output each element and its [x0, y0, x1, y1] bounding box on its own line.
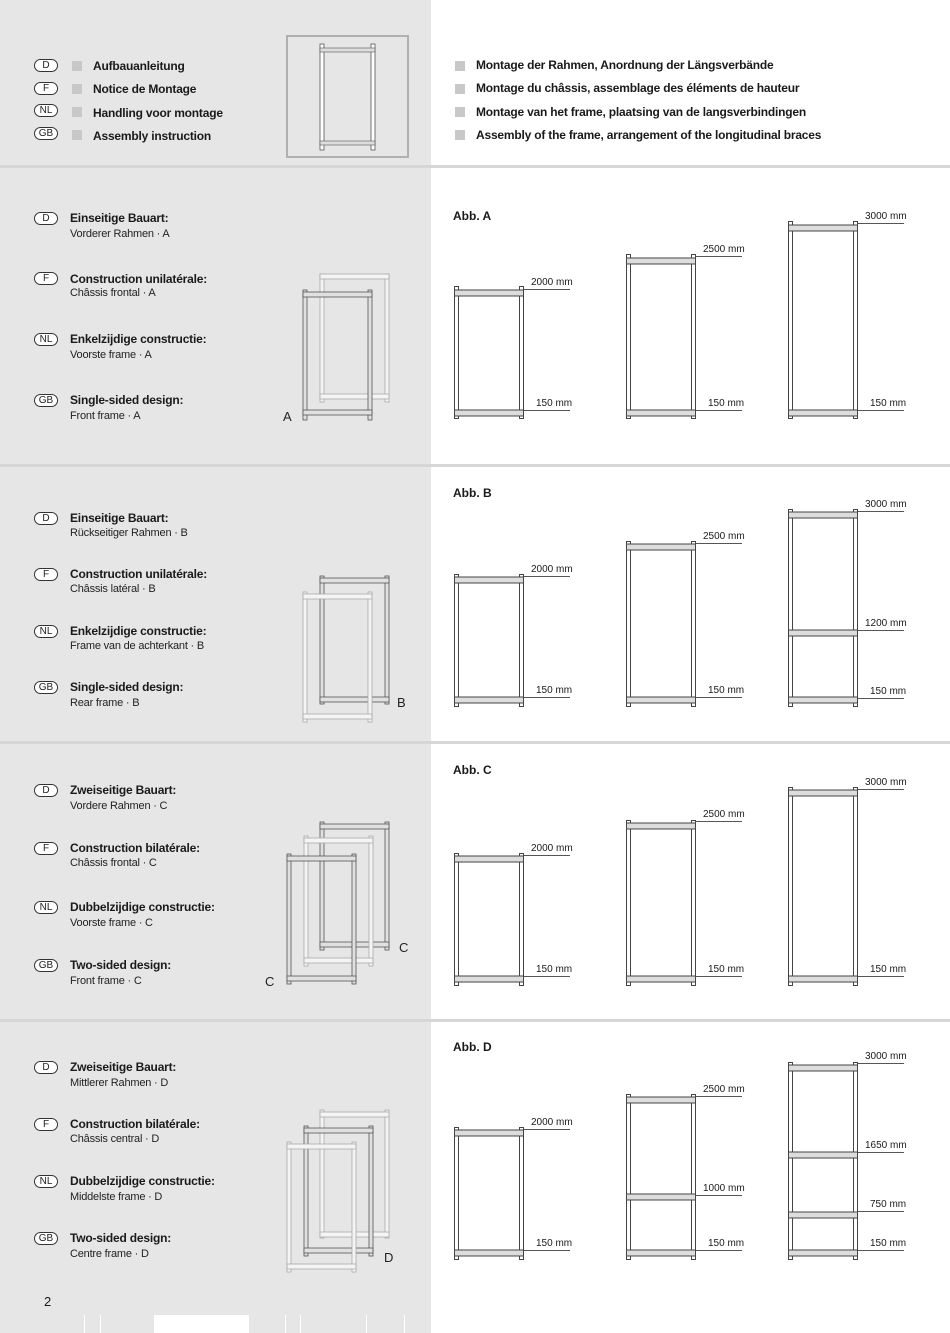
section-item-title: Dubbelzijdige constructie:	[70, 1174, 215, 1188]
bullet-square	[72, 130, 82, 140]
lang-badge-f: F	[34, 82, 58, 95]
header-label: Notice de Montage	[93, 82, 197, 96]
lang-badge-d: D	[34, 59, 58, 72]
dimension-line	[696, 1096, 742, 1097]
height-label: 2000 mm	[531, 1117, 573, 1128]
bottom-label: 150 mm	[708, 685, 745, 696]
dimension-line	[858, 410, 904, 411]
bullet-square	[455, 130, 465, 140]
middle-label: 1000 mm	[703, 1183, 745, 1194]
lang-badge-d: D	[34, 784, 58, 797]
height-label: 3000 mm	[865, 777, 907, 788]
footer-tab-divider	[100, 1315, 101, 1333]
bottom-label: 150 mm	[536, 964, 573, 975]
height-label: 2500 mm	[703, 531, 745, 542]
bottom-label: 150 mm	[708, 1238, 745, 1249]
footer-tab-divider	[366, 1315, 367, 1333]
page-number: 2	[44, 1294, 52, 1309]
section-item-subtitle: Châssis frontal · C	[70, 857, 157, 869]
section-item-subtitle: Front frame · A	[70, 410, 141, 422]
section-item-title: Construction bilatérale:	[70, 841, 200, 855]
dimension-line	[858, 976, 904, 977]
dimension-line	[524, 576, 570, 577]
section-item-title: Construction bilatérale:	[70, 1117, 200, 1131]
frame-3000-a	[788, 221, 858, 420]
figure-label: Abb. D	[453, 1040, 492, 1054]
dimension-line	[858, 789, 904, 790]
lang-badge-nl: NL	[34, 901, 58, 914]
bottom-label: 150 mm	[708, 398, 745, 409]
height-label: 2500 mm	[703, 1084, 745, 1095]
section-item-title: Dubbelzijdige constructie:	[70, 900, 215, 914]
dimension-line	[696, 976, 742, 977]
figure-label: Abb. B	[453, 486, 492, 500]
bullet-square	[455, 107, 465, 117]
section-item-title: Construction unilatérale:	[70, 567, 208, 581]
header-right-text: Montage der Rahmen, Anordnung der Längsverbände	[476, 58, 774, 72]
lang-badge-f: F	[34, 568, 58, 581]
footer-tab-active	[154, 1315, 249, 1333]
dimension-line	[696, 697, 742, 698]
frame-letter: C	[265, 974, 275, 989]
frame-2500-a	[626, 254, 696, 420]
header-right-text: Montage du châssis, assemblage des éléments de hauteur	[476, 81, 800, 95]
height-label: 3000 mm	[865, 1051, 907, 1062]
section-item-subtitle: Voorste frame · C	[70, 917, 153, 929]
footer-tab-divider	[404, 1315, 405, 1333]
section-item-subtitle: Vorderer Rahmen · A	[70, 228, 170, 240]
dimension-line	[524, 976, 570, 977]
frame-letter: A	[283, 409, 292, 424]
middle-label: 1200 mm	[865, 618, 907, 629]
lang-badge-gb: GB	[34, 1232, 58, 1245]
dimension-line	[696, 410, 742, 411]
section-item-title: Construction unilatérale:	[70, 272, 208, 286]
dimension-line	[858, 1211, 904, 1212]
lang-badge-nl: NL	[34, 1175, 58, 1188]
footer-tab-divider	[84, 1315, 85, 1333]
header-label: Aufbauanleitung	[93, 59, 185, 73]
section-item-subtitle: Frame van de achterkant · B	[70, 640, 204, 652]
dimension-line	[524, 1129, 570, 1130]
lang-badge-nl: NL	[34, 104, 58, 117]
height-label: 2500 mm	[703, 244, 745, 255]
lang-badge-d: D	[34, 1061, 58, 1074]
bullet-square	[72, 61, 82, 71]
section-item-title: Zweiseitige Bauart:	[70, 783, 177, 797]
section-item-title: Enkelzijdige constructie:	[70, 624, 207, 638]
dimension-line	[524, 410, 570, 411]
bottom-label: 150 mm	[870, 686, 907, 697]
bottom-label: 150 mm	[870, 1238, 907, 1249]
dimension-line	[524, 855, 570, 856]
middle-label: 750 mm	[870, 1199, 907, 1210]
section-item-subtitle: Voorste frame · A	[70, 349, 152, 361]
height-label: 3000 mm	[865, 211, 907, 222]
bullet-square	[455, 61, 465, 71]
dimension-line	[858, 1152, 904, 1153]
section-item-subtitle: Châssis central · D	[70, 1133, 160, 1145]
section-item-subtitle: Middelste frame · D	[70, 1191, 163, 1203]
bottom-label: 150 mm	[870, 398, 907, 409]
section-item-title: Enkelzijdige constructie:	[70, 332, 207, 346]
frame-2000-c	[454, 853, 524, 987]
bullet-square	[455, 84, 465, 94]
frame-2500-d	[626, 1094, 696, 1261]
header-label: Handling voor montage	[93, 106, 223, 120]
dimension-line	[696, 821, 742, 822]
lang-badge-f: F	[34, 272, 58, 285]
bullet-square	[72, 107, 82, 117]
frame-thumbnail	[286, 35, 410, 159]
dimension-line	[858, 1063, 904, 1064]
frame-2000-b	[454, 574, 524, 708]
section-item-subtitle: Vordere Rahmen · C	[70, 800, 168, 812]
section-item-title: Zweiseitige Bauart:	[70, 1060, 177, 1074]
bottom-label: 150 mm	[536, 1238, 573, 1249]
dimension-line	[858, 630, 904, 631]
dimension-line	[524, 697, 570, 698]
bullet-square	[72, 84, 82, 94]
height-label: 2000 mm	[531, 564, 573, 575]
section-divider	[0, 464, 950, 467]
height-label: 2000 mm	[531, 843, 573, 854]
section-item-subtitle: Châssis latéral · B	[70, 583, 156, 595]
section-item-subtitle: Front frame · C	[70, 975, 142, 987]
frame-2500-b	[626, 541, 696, 708]
frame-2000-d	[454, 1127, 524, 1261]
section-item-subtitle: Châssis frontal · A	[70, 287, 156, 299]
dimension-line	[696, 1195, 742, 1196]
frame-2000-a	[454, 286, 524, 420]
figure-label: Abb. C	[453, 763, 492, 777]
dimension-line	[858, 1250, 904, 1251]
dimension-line	[696, 256, 742, 257]
section-item-title: Single-sided design:	[70, 393, 184, 407]
isometric-frame-a	[300, 270, 395, 425]
bottom-label: 150 mm	[870, 964, 907, 975]
dimension-line	[696, 543, 742, 544]
frame-2500-c	[626, 820, 696, 987]
section-item-title: Two-sided design:	[70, 958, 172, 972]
lang-badge-nl: NL	[34, 625, 58, 638]
dimension-line	[858, 698, 904, 699]
frame-3000-d	[788, 1062, 858, 1261]
section-divider	[0, 165, 950, 168]
isometric-frame-d	[284, 1108, 394, 1278]
bottom-label: 150 mm	[536, 398, 573, 409]
dimension-line	[858, 511, 904, 512]
middle-label: 1650 mm	[865, 1140, 907, 1151]
isometric-frame-b	[300, 574, 395, 726]
isometric-frame-c	[284, 820, 394, 990]
lang-badge-d: D	[34, 212, 58, 225]
footer-tab-divider	[285, 1315, 286, 1333]
dimension-line	[524, 289, 570, 290]
frame-letter: D	[384, 1250, 394, 1265]
height-label: 2000 mm	[531, 277, 573, 288]
section-item-title: Two-sided design:	[70, 1231, 172, 1245]
header-right-text: Assembly of the frame, arrangement of the longitudinal braces	[476, 128, 822, 142]
section-item-subtitle: Rückseitiger Rahmen · B	[70, 527, 188, 539]
dimension-line	[858, 223, 904, 224]
height-label: 3000 mm	[865, 499, 907, 510]
footer-tab-divider	[300, 1315, 301, 1333]
section-item-subtitle: Rear frame · B	[70, 697, 140, 709]
bottom-label: 150 mm	[708, 964, 745, 975]
dimension-line	[696, 1250, 742, 1251]
lang-badge-f: F	[34, 842, 58, 855]
section-item-title: Einseitige Bauart:	[70, 511, 169, 525]
section-item-subtitle: Centre frame · D	[70, 1248, 149, 1260]
bottom-label: 150 mm	[536, 685, 573, 696]
section-item-subtitle: Mittlerer Rahmen · D	[70, 1077, 169, 1089]
frame-3000-c	[788, 787, 858, 987]
section-item-title: Single-sided design:	[70, 680, 184, 694]
header-right-text: Montage van het frame, plaatsing van de langsverbindingen	[476, 105, 807, 119]
frame-letter: B	[397, 695, 406, 710]
frame-letter: C	[399, 940, 409, 955]
lang-badge-f: F	[34, 1118, 58, 1131]
dimension-line	[524, 1250, 570, 1251]
lang-badge-gb: GB	[34, 127, 58, 140]
figure-label: Abb. A	[453, 209, 492, 223]
section-divider	[0, 1019, 950, 1022]
frame-3000-b	[788, 509, 858, 708]
lang-badge-nl: NL	[34, 333, 58, 346]
lang-badge-gb: GB	[34, 959, 58, 972]
section-item-title: Einseitige Bauart:	[70, 211, 169, 225]
header-label: Assembly instruction	[93, 129, 212, 143]
lang-badge-gb: GB	[34, 394, 58, 407]
section-divider	[0, 741, 950, 744]
lang-badge-d: D	[34, 512, 58, 525]
height-label: 2500 mm	[703, 809, 745, 820]
lang-badge-gb: GB	[34, 681, 58, 694]
